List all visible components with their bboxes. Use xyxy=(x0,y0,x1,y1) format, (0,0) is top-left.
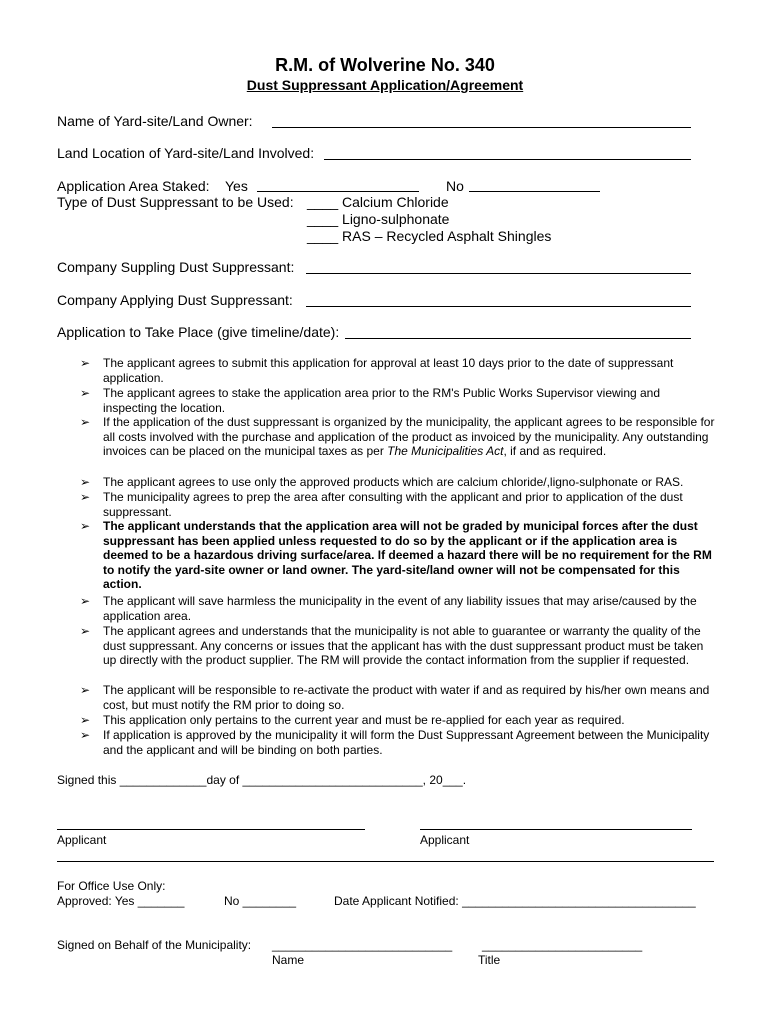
document-title: R.M. of Wolverine No. 340 xyxy=(275,55,495,75)
signed-date-line[interactable]: Signed this _____________day of ___________________________, 20___. xyxy=(57,773,467,787)
office-heading: For Office Use Only: xyxy=(57,879,166,893)
office-divider xyxy=(57,861,714,862)
staked-yes-line[interactable] xyxy=(257,191,419,192)
term-item: This application only pertains to the current year and must be re-applied for each year as required. xyxy=(103,713,625,727)
bullet-arrow-icon: ➢ xyxy=(80,594,91,608)
municipal-title-line[interactable]: ________________________ xyxy=(482,938,643,952)
term-item: The applicant agrees to submit this application for approval at least 10 days prior to the date of suppressant application. xyxy=(103,356,674,385)
owner-input-line[interactable] xyxy=(272,127,691,128)
bullet-arrow-icon: ➢ xyxy=(80,624,91,638)
type-label: Type of Dust Suppressant to be Used: xyxy=(57,194,294,210)
staked-no-line[interactable] xyxy=(469,191,600,192)
supplying-input-line[interactable] xyxy=(306,273,691,274)
supplying-label: Company Suppling Dust Suppressant: xyxy=(57,259,295,275)
bullet-arrow-icon: ➢ xyxy=(80,728,91,742)
document-subtitle: Dust Suppressant Application/Agreement xyxy=(246,77,524,93)
option-ras[interactable]: ____ RAS – Recycled Asphalt Shingles xyxy=(307,228,552,244)
approved-yes-field[interactable]: Approved: Yes _______ xyxy=(57,894,185,908)
term-item: The applicant agrees to stake the application area prior to the RM's Public Works Supervisor viewing and inspecting the location. xyxy=(103,386,661,415)
term-item: The applicant agrees to use only the approved products which are calcium chloride/,ligno-sulphonate or RAS. xyxy=(103,475,684,489)
staked-no-label: No xyxy=(446,178,464,194)
bullet-arrow-icon: ➢ xyxy=(80,356,91,370)
option-calcium-chloride[interactable]: ____ Calcium Chloride xyxy=(307,194,449,210)
applying-label: Company Applying Dust Suppressant: xyxy=(57,292,293,308)
term-item: The applicant agrees and understands that the municipality is not able to guarantee or warranty the quality of the dust suppressant. Any concerns or issues that the applicant has with the dust suppressant product must be taken up directly with the product supplier. The RM will provide the contact information from the supplier if requested. xyxy=(103,624,704,668)
bullet-arrow-icon: ➢ xyxy=(80,519,91,533)
owner-label: Name of Yard-site/Land Owner: xyxy=(57,113,253,129)
bullet-arrow-icon: ➢ xyxy=(80,490,91,504)
term-item-grading-notice: The applicant understands that the application area will not be graded by municipal forces after the dust suppressant has been applied unless requested to do so by the applicant or if the application area is deemed to be a hazardous driving surface/area. If deemed a hazard there will be no requirement for the RM to notify the yard-site owner or land owner. The yard-site/land owner will not be compensated for this action. xyxy=(103,519,712,592)
bullet-arrow-icon: ➢ xyxy=(80,713,91,727)
applicant-2-label: Applicant xyxy=(420,833,470,847)
staked-label: Application Area Staked: xyxy=(57,178,210,194)
option-ligno-sulphonate[interactable]: ____ Ligno-sulphonate xyxy=(307,211,450,227)
bullet-arrow-icon: ➢ xyxy=(80,386,91,400)
bullet-arrow-icon: ➢ xyxy=(80,475,91,489)
applying-input-line[interactable] xyxy=(306,306,691,307)
term-item: The municipality agrees to prep the area after consulting with the applicant and prior to application of the dust suppressant. xyxy=(103,490,683,519)
location-input-line[interactable] xyxy=(324,159,691,160)
municipal-name-line[interactable]: ___________________________ xyxy=(272,938,453,952)
applicant-2-signature-line[interactable] xyxy=(420,829,692,830)
location-label: Land Location of Yard-site/Land Involved: xyxy=(57,145,315,161)
staked-yes-label: Yes xyxy=(225,178,248,194)
bullet-arrow-icon: ➢ xyxy=(80,415,91,429)
approved-no-field[interactable]: No ________ xyxy=(224,894,297,908)
date-notified-field[interactable]: Date Applicant Notified: ___________________________________ xyxy=(334,894,696,908)
applicant-1-label: Applicant xyxy=(57,833,107,847)
bullet-arrow-icon: ➢ xyxy=(80,683,91,697)
timeline-label: Application to Take Place (give timeline/date): xyxy=(57,324,340,340)
term-item: The applicant will be responsible to re-activate the product with water if and as required by his/her own means and cost, but must notify the RM prior to doing so. xyxy=(103,683,710,712)
name-label: Name xyxy=(272,953,305,967)
signed-behalf-label: Signed on Behalf of the Municipality: xyxy=(57,938,252,952)
term-item-municipal-costs: If the application of the dust suppressant is organized by the municipality, the applicant agrees to be responsible for all costs involved with the purchase and application of the product as invoiced by the municipality. Any outstanding invoices can be placed on the municipal taxes as per The Municipalities Act, if and as required. xyxy=(103,415,715,459)
term-item: The applicant will save harmless the municipality in the event of any liability issues that may arise/caused by the application area. xyxy=(103,594,697,623)
applicant-1-signature-line[interactable] xyxy=(57,829,365,830)
title-label: Title xyxy=(478,953,501,967)
term-item: If application is approved by the municipality it will form the Dust Suppressant Agreement between the Municipality and the applicant and will be binding on both parties. xyxy=(103,728,710,757)
timeline-input-line[interactable] xyxy=(345,338,691,339)
